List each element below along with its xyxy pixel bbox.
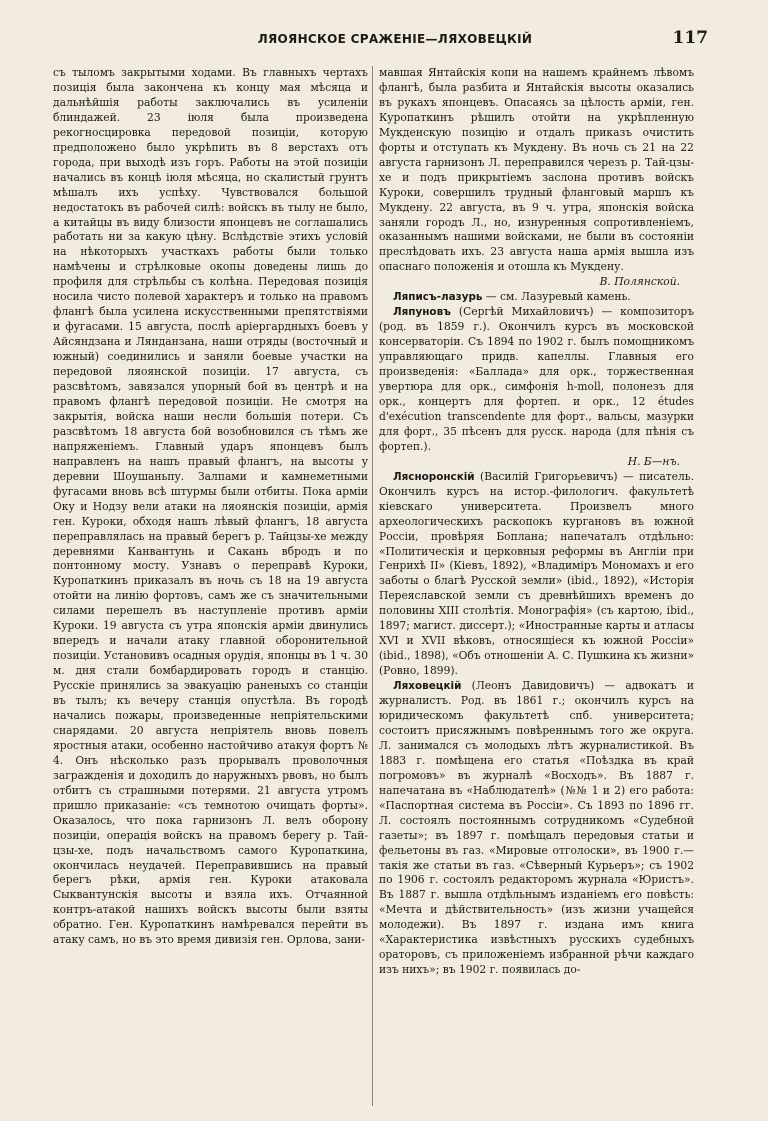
entry-lyaskoronsky (379, 470, 694, 679)
entry-headword: Ляписъ-лазурь (393, 291, 483, 304)
article-signature: Н. Б—нъ. (627, 454, 680, 468)
entry-text: (Василій Григорьевичъ) — писатель. Окончилъ курсъ на истор.-филологич. факультетѣ кіевскаго университета. Произвелъ много археологическихъ раскопокъ кургановъ въ южной Россіи, провѣряя Боплана; напечаталъ отдѣльно: «Политическія и церковныя реформы въ Англіи при Генрихѣ II» (Кіевъ, 1892), «Владиміръ Мономахъ и его заботы о благѣ Русской земли» (ibid., 1892), «Исторія Переяславской земли съ древнѣйшихъ временъ до половины XIII столѣтія. Монографія» (съ картою, ibid., 1897; магист. диссерт.); «Иностранные карты и атласы XVI и XVII вѣковъ, относящіеся къ южной Россіи» (ibid., 1898), «Объ отношеніи А. С. Пушкина къ жизни» (Ровно, 1899). (379, 469, 694, 678)
right-column (379, 66, 694, 1106)
entry-lapis-lazuli (379, 290, 694, 305)
column-divider (372, 66, 373, 1106)
left-column (53, 66, 368, 1106)
lyaoyang-battle-continuation (379, 66, 694, 290)
page-header (60, 28, 708, 52)
entry-text: (Леонъ Давидовичъ) — адвокатъ и журналистъ. Род. въ 1861 г.; окончилъ курсъ на юридическомъ факультетѣ спб. университета; состоитъ присяжнымъ повѣреннымъ того же округа. Л. занимался съ молодыхъ лѣтъ журналистикой. Въ 1883 г. помѣщена его статья «Поѣздка въ край погромовъ» въ журналѣ «Восходъ». Въ 1887 г. напечатана въ «Наблюдателѣ» (№№ 1 и 2) его работа: «Паспортная система въ Россіи». Съ 1893 по 1896 гг. Л. состоялъ постояннымъ сотрудникомъ «Судебной газеты»; въ 1897 г. помѣщалъ передовыя статьи и фельетоны въ газ. «Мировые отголоски», въ 1900 г.—такія же статьи въ газ. «Сѣверный Курьеръ»; съ 1902 по 1906 г. состоялъ редакторомъ журнала «Юристъ». Въ 1887 г. вышла отдѣльнымъ изданіемъ его повѣсть: «Мечта и дѣйствительность» (изъ жизни учащейся молодежи). Въ 1897 г. издана имъ книга «Характеристика извѣстныхъ русскихъ судебныхъ ораторовъ, съ приложеніемъ избранной рѣчи каждаго изъ нихъ»; въ 1902 г. появилась до- (379, 679, 694, 977)
entry-text: — см. Лазуревый камень. (482, 290, 631, 304)
entry-lyapunov (379, 305, 694, 469)
running-head: ЛЯОЯНСКОЕ СРАЖЕНІЕ—ЛЯХОВЕЦКІЙ (257, 32, 533, 46)
entry-headword: Ляховецкій (393, 680, 462, 693)
battle-text-end: мавшая Янтайскія копи на нашемъ крайнемъ лѣвомъ флангѣ, была разбита и Янтайскія высоты оказались въ рукахъ японцевъ. Опасаясь за цѣлость арміи, ген. Куропаткинъ рѣшилъ отойти на укрѣпленную Мукденскую позицію и отдалъ приказъ очистить форты и отступать къ Мукдену. Въ ночь съ 21 на 22 августа гарнизонъ Л. переправился черезъ р. Тай-цзы-хе и подъ прикрытіемъ заслона противъ войскъ Куроки, совершилъ трудный фланговый маршъ къ Мукдену. 22 августа, въ 9 ч. утра, японскія войска заняли городъ Л., но, изнуренныя сопротивленіемъ, оказаннымъ нашими войсками, не были въ состояніи преслѣдовать ихъ. 23 августа наша армія вышла изъ опаснаго положенія и отошла къ Мукдену. (379, 66, 694, 274)
entry-headword: Ляпуновъ (393, 306, 451, 319)
article-signature: В. Полянской. (599, 275, 680, 289)
page-number: 117 (672, 28, 708, 48)
lyaoyang-battle-text: съ тыломъ закрытыми ходами. Въ главныхъ чертахъ позиція была закончена къ концу мая мѣсяца и дальнѣйшія работы заключались въ усиленіи блиндажей. 23 іюля была произведена рекогносцировка передовой позиціи, которую предположено было укрѣпить въ 8 верстахъ отъ города, при выходѣ изъ горъ. Работы на этой позиціи начались въ концѣ іюля мѣсяца, но скалистый грунтъ мѣшалъ ихъ успѣху. Чувствовался большой недостатокъ въ рабочей силѣ: войскъ въ тылу не было, а китайцы въ виду близости японцевъ не соглашались работать ни за какую цѣну. Вслѣдствіе этихъ условій на нѣкоторыхъ участкахъ работы были только намѣчены и стрѣлковые окопы доведены лишь до профиля для стрѣльбы съ колѣна. Передовая позиція носила чисто полевой характеръ и только на правомъ флангѣ была усилена искусственными препятствіями и фугасами. 15 августа, послѣ аріергардныхъ боевъ у Айсяндзана и Лянданзана, наши отряды (восточный и южный) соединились и заняли боевые участки на передовой ляоянской позиціи. 17 августа, съ разсвѣтомъ, завязался упорный бой въ центрѣ и на правомъ флангѣ передовой позиціи. Не смотря на закрытія, войска наши несли большія потери. Съ разсвѣтомъ 18 августа бой возобновился съ тѣмъ же напряженіемъ. Главный ударъ японцевъ былъ направленъ на нашъ правый флангъ, на высоты у деревни Шоушаньпу. Залпами и камнеметными фугасами вновь всѣ штурмы были отбиты. Пока арміи Оку и Нодзу вели атаки на ляоянскія позиціи, армія ген. Куроки, обходя нашъ лѣвый флангъ, 18 августа переправлялась на правый берегъ р. Тайцзы-хе между деревнями Канвантунь и Сакань вбродъ и по понтонному мосту. Узнавъ о переправѣ Куроки, Куропаткинъ приказалъ въ ночь съ 18 на 19 августа отойти на линію фортовъ, самъ же съ значительными силами перешелъ въ наступленіе противъ арміи Куроки. 19 августа съ утра японскія арміи двинулись впередъ и начали атаку главной оборонительной позиціи. Установивъ осадныя орудія, японцы въ 1 ч. 30 м. дня стали бомбардировать городъ и станцію. Русскіе принялись за эвакуацію раненыхъ со станціи въ тылъ; къ вечеру станція опустѣла. Въ городѣ начались пожары, произведенные непріятельскими снарядами. 20 августа непріятель вновь повелъ яростныя атаки, особенно настойчиво атакуя фортъ № 4. Онъ нѣсколько разъ прорывалъ проволочныя загражденія и доходилъ до наружныхъ рвовъ, но былъ отбитъ съ страшными потерями. 21 августа утромъ пришло приказаніе: «съ темнотою очищать форты». Оказалось, что пока гарнизонъ Л. велъ оборону позиціи, операція войскъ на правомъ берегу р. Тай-цзы-хе, подъ начальствомъ самого Куропаткина, окончилась неудачей. Переправившись на правый берегъ рѣки, армія ген. Куроки атаковала Сыквантунскія высоты и взяла ихъ. Отчаянной контръ-атакой нашихъ войскъ высоты были взяты обратно. Ген. Куропаткинъ намѣревался перейти въ атаку самъ, но въ это время дивизія ген. Орлова, зани- (53, 66, 368, 947)
entry-text: (Сергѣй Михайловичъ) — композиторъ (род. въ 1859 г.). Окончилъ курсъ въ московской консерваторіи. Съ 1894 по 1902 г. былъ помощникомъ управляющаго придв. капеллы. Главныя его произведенія: «Баллада» для орк., торжественная увертюра для орк., симфонія h-moll, полонезъ для орк., концертъ для фортеп. и орк., 12 études d'exécution transcendente для форт., вальсы, мазурки для форт., 35 пѣсенъ для русск. народа (для пѣнія съ фортеп.). (379, 305, 694, 453)
entry-headword: Лясноронскій (393, 470, 475, 483)
entry-lyakhovetsky (379, 679, 694, 978)
